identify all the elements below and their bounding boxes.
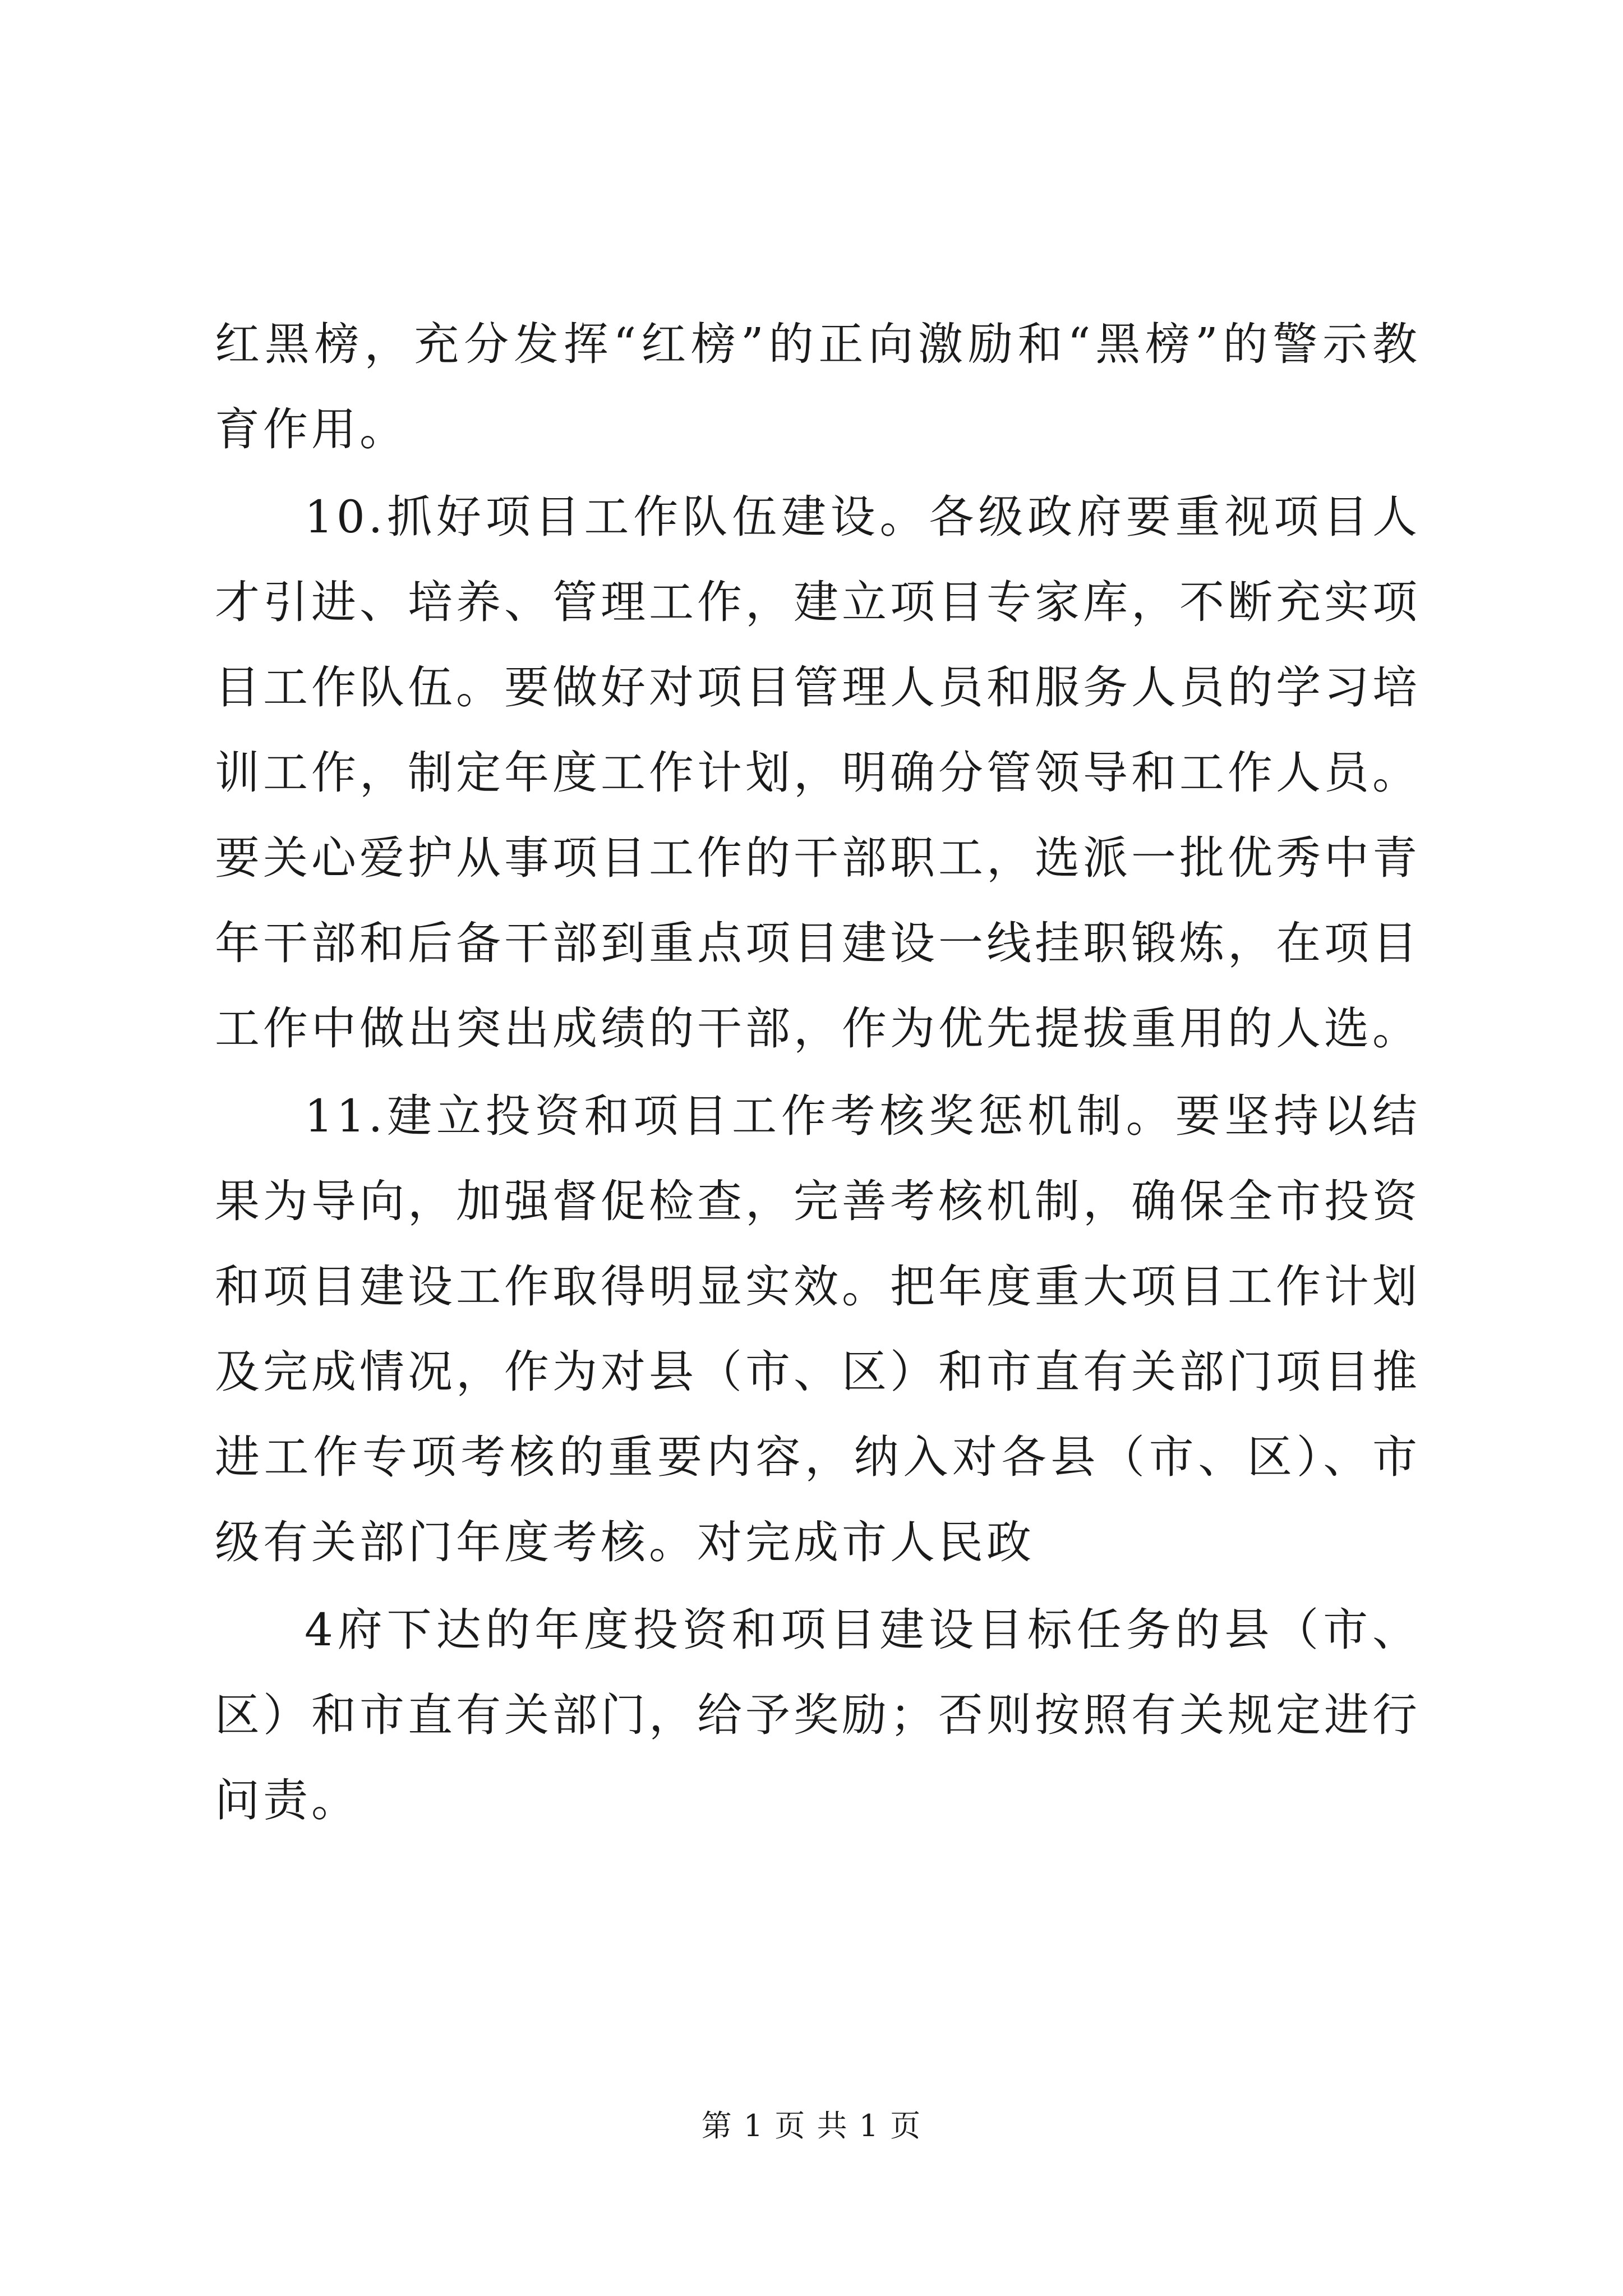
paragraph-continuation: 4府下达的年度投资和项目建设目标任务的县（市、区）和市直有关部门，给予奖励；否则按照有关规定进行问责。 xyxy=(215,1604,1421,1826)
paragraph-item-10: 10.抓好项目工作队伍建设。各级政府要重视项目人才引进、培养、管理工作，建立项目专家库，不断充实项目工作队伍。要做好对项目管理人员和服务人员的学习培训工作，制定年度工作计划，明确分管领导和工作人员。要关心爱护从事项目工作的干部职工，选派一批优秀中青年干部和后备干部到重点项目建设一线挂职锻炼，在项目工作中做出突出成绩的干部，作为优先提拔重用的人选。 xyxy=(215,491,1421,1055)
document-body xyxy=(215,302,1421,1843)
paragraph-item-11: 11.建立投资和项目工作考核奖惩机制。要坚持以结果为导向，加强督促检查，完善考核机制，确保全市投资和项目建设工作取得明显实效。把年度重大项目工作计划及完成情况，作为对县（市、区）和市直有关部门项目推进工作专项考核的重要内容，纳入对各县（市、区）、市级有关部门年度考核。对完成市人民政 xyxy=(215,1090,1421,1568)
paragraph-red-black-list: 红黑榜，充分发挥“红榜”的正向激励和“黑榜”的警示教育作用。 xyxy=(215,318,1421,455)
page-number-footer: 第 1 页 共 1 页 xyxy=(701,2108,922,2143)
